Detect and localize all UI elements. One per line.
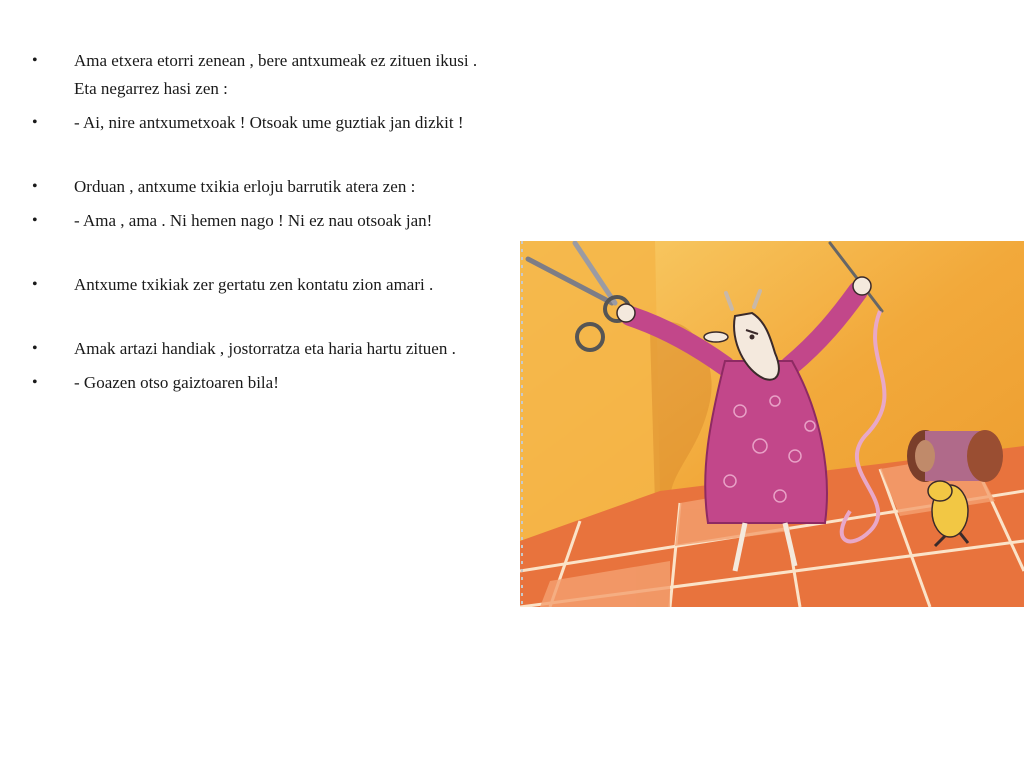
story-item-text: Amak artazi handiak , jostorratza eta haria hartu zituen . xyxy=(74,339,456,358)
story-item-text: - Ai, nire antxumetxoak ! Otsoak ume guztiak jan dizkit ! xyxy=(74,113,464,132)
story-item-text: Ama etxera etorri zenean , bere antxumeak ez zituen ikusi . Eta negarrez hasi zen : xyxy=(74,51,478,98)
bullet-mark: • xyxy=(32,212,38,229)
story-item-text: Orduan , antxume txikia erloju barrutik atera zen : xyxy=(74,177,416,196)
story-item xyxy=(30,207,500,235)
story-item-text: Antxume txikiak zer gertatu zen kontatu zion amari . xyxy=(74,275,434,294)
bullet-mark: • xyxy=(32,276,38,293)
story-item xyxy=(30,109,500,137)
wall-side xyxy=(520,241,660,541)
story-bullet-list xyxy=(30,47,500,397)
story-item xyxy=(30,47,500,103)
story-item xyxy=(30,335,500,363)
thread-spool-icon xyxy=(907,430,1003,482)
story-item-text: - Goazen otso gaiztoaren bila! xyxy=(74,373,279,392)
bullet-mark: • xyxy=(32,178,38,195)
story-item-text: - Ama , ama . Ni hemen nago ! Ni ez nau otsoak jan! xyxy=(74,211,433,230)
bullet-mark: • xyxy=(32,340,38,357)
story-illustration xyxy=(520,241,1024,607)
bullet-mark: • xyxy=(32,52,38,69)
story-item xyxy=(30,173,500,201)
bullet-mark: • xyxy=(32,114,38,131)
story-item xyxy=(30,369,500,397)
bullet-mark: • xyxy=(32,374,38,391)
story-item xyxy=(30,271,500,299)
illustration-mother-goat-with-scissors xyxy=(520,241,1024,607)
